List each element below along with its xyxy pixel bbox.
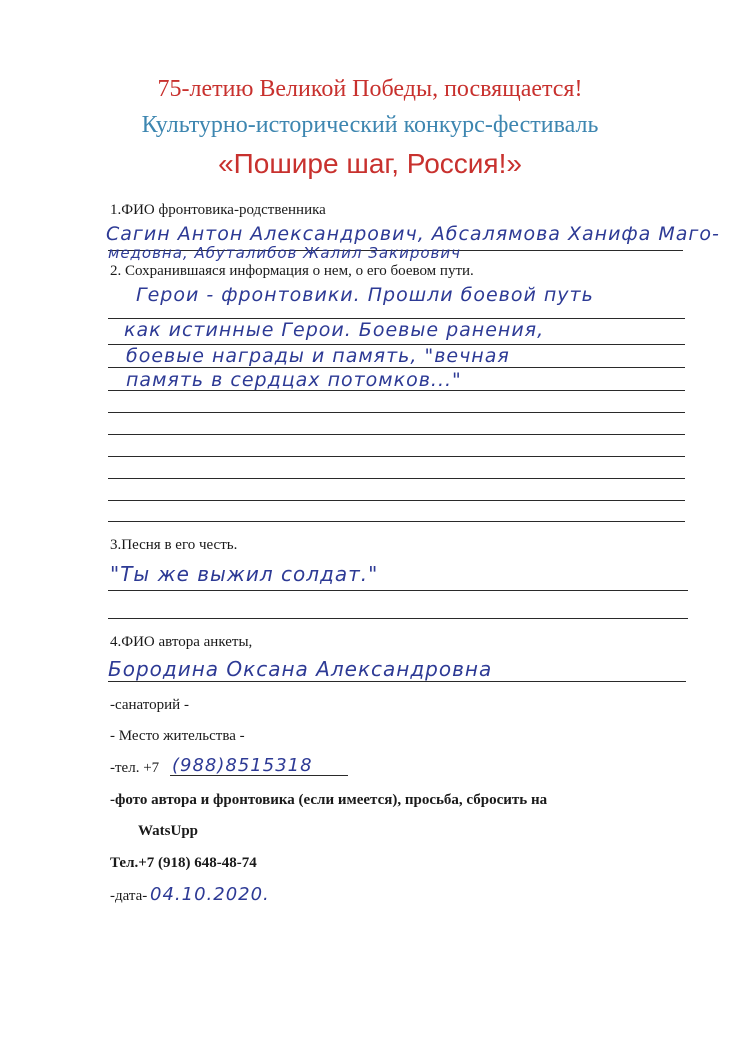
q2-rule (108, 390, 685, 391)
residence-label: - Место жительства - (110, 728, 245, 744)
contact-phone: Тел.+7 (918) 648-48-74 (110, 855, 257, 871)
q2-rule (108, 478, 685, 479)
q1-answer-line2: медовна, Абуталибов Жалил Закирович (108, 244, 461, 262)
q2-rule (108, 500, 685, 501)
header-contest: Культурно-исторический конкурс-фестиваль (141, 112, 599, 138)
q2-rule (108, 434, 685, 435)
q2-rule (108, 344, 685, 345)
q4-label: 4.ФИО автора анкеты, (110, 634, 253, 650)
photo-note: -фото автора и фронтовика (если имеется), просьба, сбросить на (110, 792, 548, 808)
phone-rule (170, 775, 348, 776)
q3-answer: "Ты же выжил солдат." (110, 562, 379, 586)
q1-answer-line1: Сагин Антон Александрович, Абсалямова Ханифа Маго- (106, 223, 720, 245)
q4-rule (108, 681, 686, 682)
q2-rule (108, 318, 685, 319)
q3-rule (108, 590, 688, 591)
q4-answer: Бородина Оксана Александровна (108, 657, 493, 681)
q2-answer-line4: память в сердцах потомков..." (126, 369, 462, 391)
q2-label: 2. Сохранившаяся информация о нем, о его боевом пути. (110, 263, 474, 279)
q3-label: 3.Песня в его честь. (110, 537, 238, 553)
date-value: 04.10.2020. (150, 884, 270, 905)
sanatorium-label: -санаторий - (110, 697, 189, 713)
q2-rule (108, 521, 685, 522)
date-label: -дата- (110, 888, 148, 904)
q2-rule (108, 412, 685, 413)
q3-rule (108, 618, 688, 619)
q2-answer-line2: как истинные Герои. Боевые ранения, (124, 319, 545, 341)
header-festival-title: «Пошире шаг, Россия!» (218, 148, 522, 179)
whatsapp-label: WatsUpp (138, 823, 199, 839)
header-dedication: 75-летию Великой Победы, посвящается! (157, 76, 583, 102)
q2-rule (108, 367, 685, 368)
phone-value: (988)8515318 (172, 755, 313, 776)
phone-label: -тел. +7 (110, 760, 160, 776)
q2-rule (108, 456, 685, 457)
q2-answer-line3: боевые награды и память, "вечная (126, 345, 510, 367)
q2-answer-line1: Герои - фронтовики. Прошли боевой путь (136, 284, 594, 306)
q1-label: 1.ФИО фронтовика-родственника (110, 202, 326, 218)
